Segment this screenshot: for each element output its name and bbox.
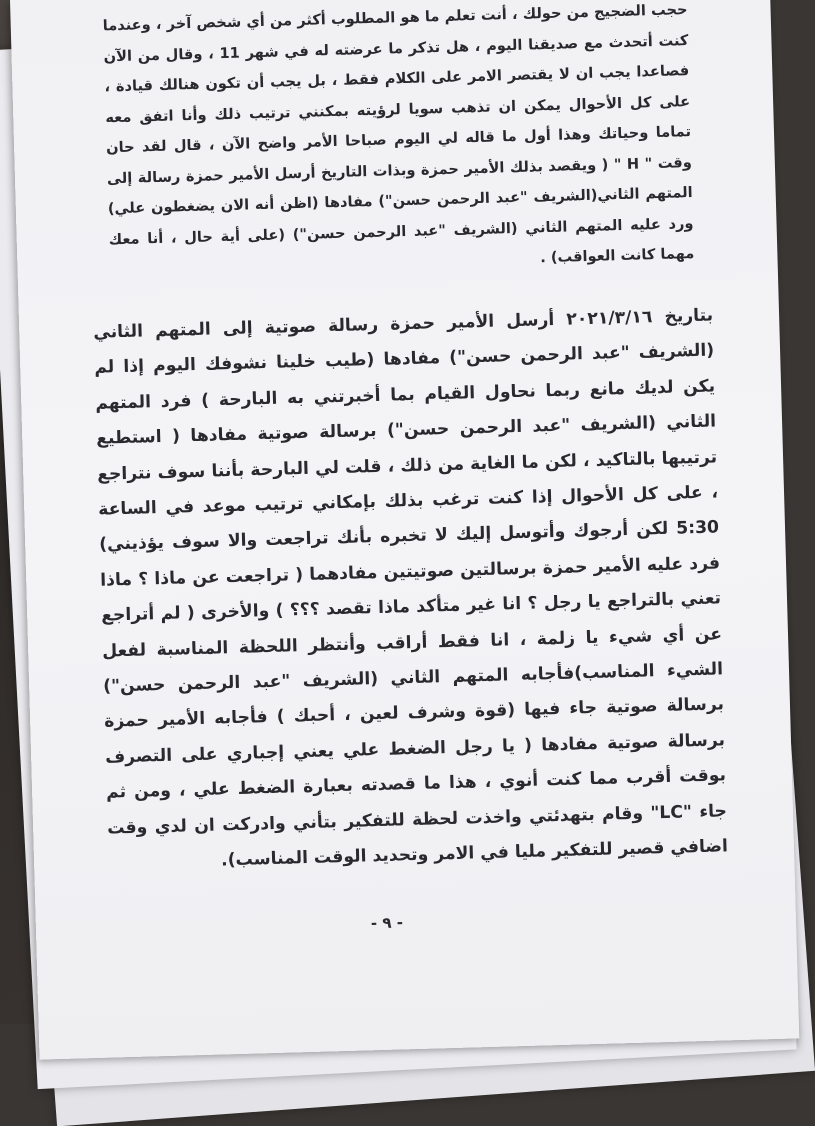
paragraph-2: بتاريخ ٢٠٢١/٣/١٦ أرسل الأمير حمزة رسالة صوتية إلى المتهم الثاني (الشريف "عبد الرحمن حسن") مفادها (طيب خلينا نشوفك اليوم إذا لم يكن لديك مانع ربما نحاول القيام بما أخبرتني به البارحة ) فرد المتهم الثاني (الشريف "عبد الرحمن حسن") برسالة صوتية مفادها ( استطيع ترتيبها بالتاكيد ، لكن ما الغاية من ذلك ، قلت لي البارحة بأننا سوف نتراجع ، على كل الأحوال إذا كنت ترغب بذلك بإمكاني ترتيب موعد في الساعة 5:30 لكن أرجوك وأتوسل إليك لا تخبره بأنك تراجعت والا سوف يؤذيني) فرد عليه الأمير حمزة برسالتين صوتيتين مفادهما ( تراجعت عن ماذا ؟ ماذا تعني بالتراجع يا رجل ؟ انا غير متأكد ماذا تقصد ؟؟؟ ) والأخرى ( لم أتراجع عن أي شيء يا زلمة ، انا فقط أراقب وأنتظر اللحظة المناسبة لفعل الشيء المناسب)فأجابه المتهم الثاني (الشريف "عبد الرحمن حسن") برسالة صوتية جاء فيها (قوة وشرف لعين ، أحبك ) فأجابه الأمير حمزة برسالة صوتية مفادها ( يا رجل الضغط علي يعني إجباري على التصرف بوقت أقرب مما كنت أنوي ، هذا ما قصدته بعبارة الضغط علي ، ومن ثم جاء "LC" وقام بتهدئتي واخذت لحظة للتفكير بتأني وادركت ان لدي وقت اضافي قصير للتفكير مليا في الامر وتحديد الوقت المناسب).	[93, 305, 729, 871]
paragraph-1: حجب الضجيج من حولك ، أنت تعلم ما هو المطلوب أكثر من أي شخص آخر ، وعندما كنت أتحدث مع صديقنا اليوم ، هل تذكر ما عرضته له في شهر 11 ، وقال من الآن فصاعدا يجب ان لا يقتصر الامر على الكلام فقط ، بل يجب أن تكون هنالك قيادة ، على كل الأحوال يمكن ان تذهب سويا لرؤيته بمكنني ترتيب ذلك وأنا اتفق معه تماما وحياتك وهذا أول ما قاله لي اليوم صباحا الأمر واضح الآن ، قال لقد حان وقت " H " ( ويقصد بذلك الأمير حمزة وبذات التاريخ أرسل الأمير حمزة رسالة إلى المتهم الثاني(الشريف "عبد الرحمن حسن") مفادها (اظن أنه الان يضغطون علي) ورد عليه المتهم الثاني (الشريف "عبد الرحمن حسن") (على أية حال ، أنا معك مهما كانت العواقب) .	[102, 1, 695, 267]
document-page	[10, 0, 799, 1060]
page-number: - ٩ -	[370, 913, 404, 933]
